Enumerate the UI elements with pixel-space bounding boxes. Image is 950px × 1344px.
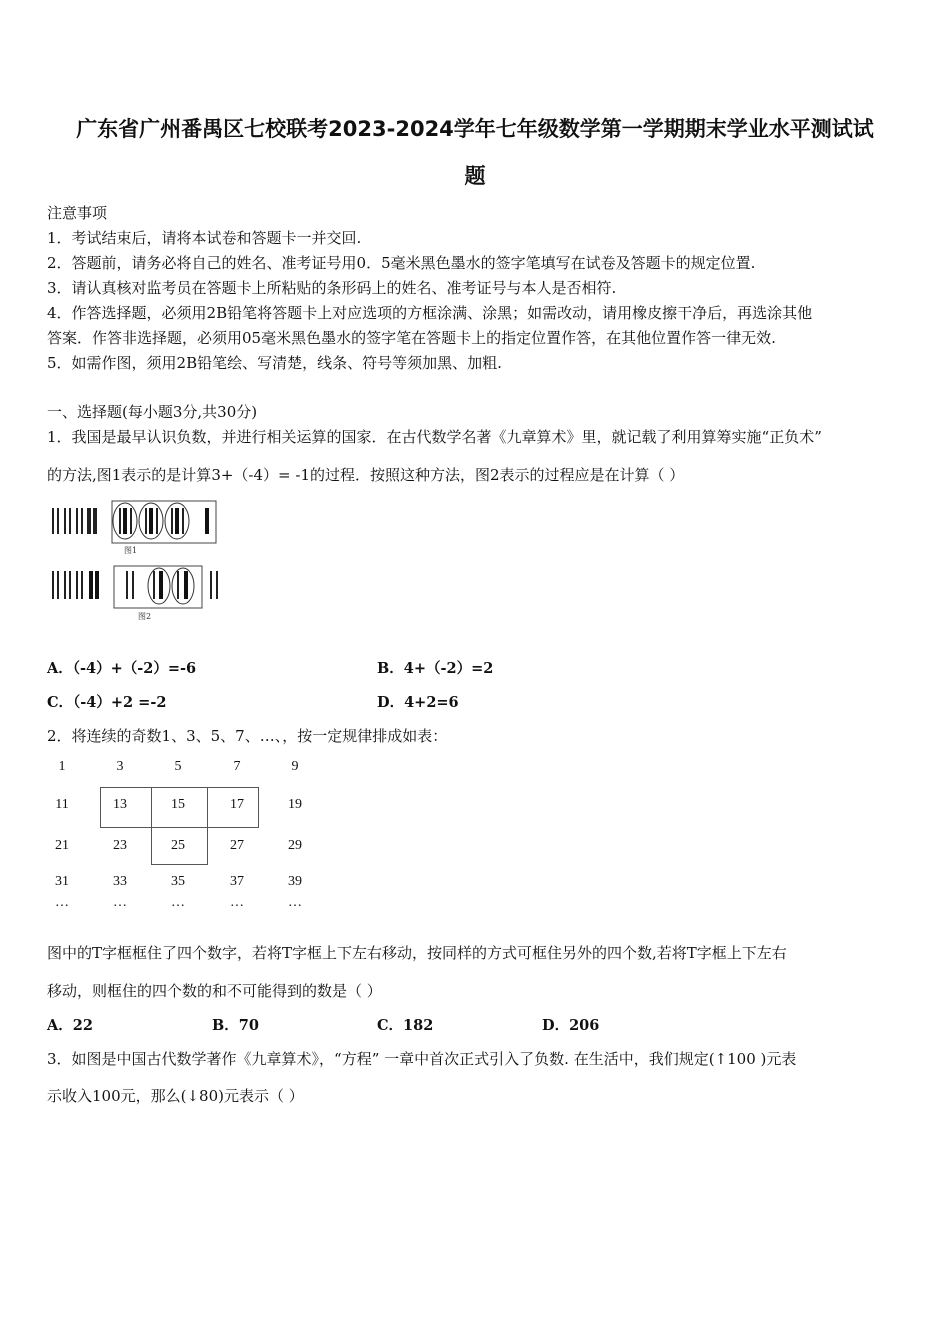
- notice-item: 1．考试结束后，请将本试卷和答题卡一并交回.: [47, 229, 362, 247]
- grid-cell: 9: [291, 759, 299, 774]
- grid-cell: …: [113, 895, 127, 910]
- grid-cell: …: [288, 895, 302, 910]
- section-heading: 一、选择题(每小题3分,共30分): [47, 403, 258, 421]
- grid-cell: 31: [55, 874, 69, 889]
- grid-cell: 1: [58, 759, 66, 774]
- grid-cell: 3: [116, 759, 124, 774]
- q3-stem-line: 3．如图是中国古代数学著作《九章算术》，“方程” 一章中首次正式引入了负数. 在生活中，我们规定(↑100 )元表: [47, 1050, 797, 1068]
- counting-rods-figure-2: [47, 565, 227, 615]
- figure-2-label: 图2: [138, 612, 152, 621]
- q1-stem-line: 1．我国是最早认识负数，并进行相关运算的国家．在古代数学名著《九章算术》里，就记载了利用算筹实施“正负术”: [47, 428, 822, 446]
- page-title: 广东省广州番禺区七校联考2023-2024学年七年级数学第一学期期末学业水平测试试: [76, 117, 874, 141]
- notice-heading: 注意事项: [47, 204, 108, 222]
- grid-cell: 17: [230, 797, 244, 812]
- q1-option-b[interactable]: B．4+（-2）=2: [377, 660, 494, 677]
- grid-cell: 15: [171, 797, 185, 812]
- grid-cell: …: [55, 895, 69, 910]
- q1-option-c[interactable]: C．（-4）+2 =-2: [47, 694, 167, 711]
- grid-cell: 21: [55, 838, 69, 853]
- grid-cell: 11: [55, 797, 69, 812]
- q2-option-b[interactable]: B．70: [212, 1017, 259, 1034]
- grid-cell: 25: [171, 838, 185, 853]
- q2-stem-line: 移动，则框住的四个数的和不可能得到的数是（ ）: [47, 982, 382, 1000]
- grid-cell: 37: [230, 874, 244, 889]
- notice-item: 4．作答选择题，必须用2B铅笔将答题卡上对应选项的方框涂满、涂黑；如需改动，请用橡皮擦干净后，再选涂其他: [47, 304, 813, 322]
- grid-cell: 19: [288, 797, 302, 812]
- grid-cell: …: [171, 895, 185, 910]
- grid-cell: 13: [113, 797, 127, 812]
- q2-option-c[interactable]: C．182: [377, 1017, 434, 1034]
- rods-positive-left: [53, 508, 82, 534]
- grid-cell: …: [230, 895, 244, 910]
- q2-option-d[interactable]: D．206: [542, 1017, 600, 1034]
- grid-cell: 29: [288, 838, 302, 853]
- notice-item: 3．请认真核对监考员在答题卡上所粘贴的条形码上的姓名、准考证号与本人是否相符.: [47, 279, 617, 297]
- q2-option-a[interactable]: A．22: [47, 1017, 93, 1034]
- q1-option-a[interactable]: A．（-4）+（-2）=-6: [47, 660, 197, 677]
- figure-1-label: 图1: [124, 546, 138, 555]
- grid-cell: 7: [233, 759, 241, 774]
- rods-negative-left: [89, 508, 95, 534]
- grid-cell: 33: [113, 874, 127, 889]
- notice-item: 5．如需作图，须用2B铅笔绘、写清楚，线条、符号等须加黑、加粗.: [47, 354, 502, 372]
- notice-item: 2．答题前，请务必将自己的姓名、准考证号用0．5毫米黑色墨水的签字笔填写在试卷及答题卡的规定位置.: [47, 254, 756, 272]
- q3-stem-line: 示收入100元，那么(↓80)元表示（ ）: [47, 1087, 304, 1105]
- grid-cell: 39: [288, 874, 302, 889]
- grid-cell: 5: [174, 759, 182, 774]
- grid-cell: 35: [171, 874, 185, 889]
- q1-option-d[interactable]: D．4+2=6: [377, 694, 459, 711]
- grid-cell: 27: [230, 838, 244, 853]
- q2-stem-line: 图中的T字框框住了四个数字，若将T字框上下左右移动，按同样的方式可框住另外的四个数,若将T字框上下左右: [47, 944, 787, 962]
- q2-stem-line: 2．将连续的奇数1、3、5、7、…、，按一定规律排成如表：: [47, 727, 448, 745]
- notice-item: 答案．作答非选择题，必须用05毫米黑色墨水的签字笔在答题卡上的指定位置作答，在其他位置作答一律无效.: [47, 329, 776, 347]
- q1-stem-line: 的方法,图1表示的是计算3+（-4）= -1的过程．按照这种方法，图2表示的过程应是在计算（ ）: [47, 466, 685, 484]
- grid-cell: 23: [113, 838, 127, 853]
- odd-number-grid: [40, 757, 320, 917]
- page-title-continued: 题: [464, 164, 486, 188]
